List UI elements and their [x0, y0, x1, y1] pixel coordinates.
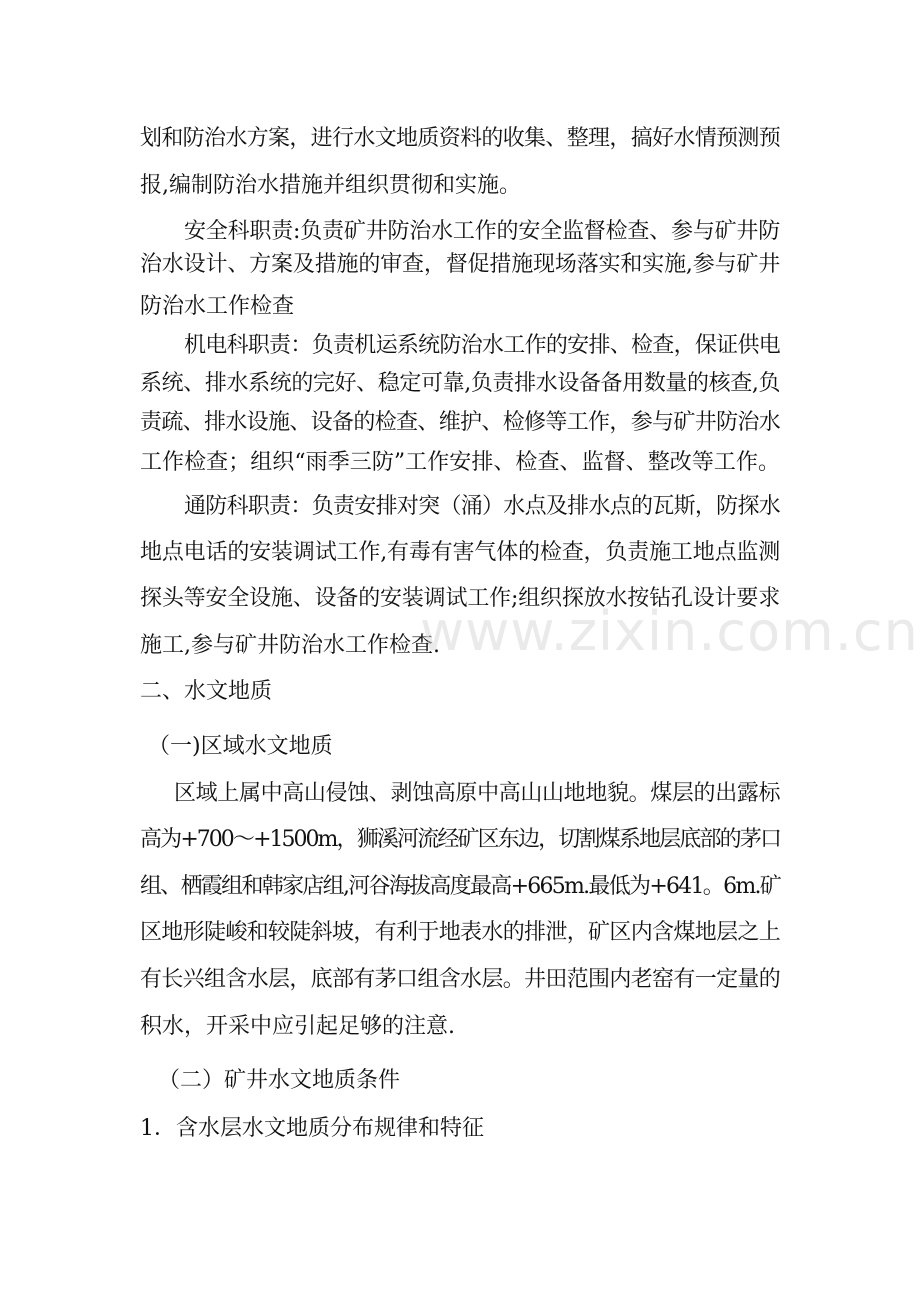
text-line: 系统、排水系统的完好、稳定可靠,负责排水设备备用数量的核查,负 — [140, 371, 780, 396]
text-line: 区地形陡峻和较陡斜坡，有利于地表水的排泄，矿区内含煤地层之上 — [140, 920, 780, 945]
text-line: 探头等安全设施、设备的安装调试工作;组织探放水按钻孔设计要求 — [140, 586, 780, 611]
text-line: 工作检查；组织“雨季三防”工作安排、检查、监督、整改等工作。 — [140, 450, 780, 475]
text-line: 通防科职责：负责安排对突（涌）水点及排水点的瓦斯，防探水 — [184, 494, 780, 519]
subsection-heading: （二）矿井水文地质条件 — [158, 1068, 401, 1093]
numbered-heading: 1．含水层水文地质分布规律和特征 — [140, 1116, 484, 1141]
text-line: 积水，开采中应引起足够的注意. — [140, 1014, 455, 1039]
text-line: 安全科职责:负责矿井防治水工作的安全监督检查、参与矿井防 — [184, 219, 780, 244]
text-line: 报,编制防治水措施并组织贯彻和实施。 — [140, 173, 521, 198]
subsection-heading: （一)区域水文地质 — [148, 734, 333, 759]
text-line: 施工,参与矿井防治水工作检查. — [140, 633, 440, 658]
section-heading: 二、水文地质 — [140, 679, 273, 704]
text-line: 组、栖霞组和韩家店组,河谷海拔高度最高+665m.最低为+641。6m.矿 — [140, 874, 780, 899]
text-line: 防治水工作检查 — [140, 294, 295, 319]
text-line: 机电科职责：负责机运系统防治水工作的安排、检查，保证供电 — [184, 333, 780, 358]
text-line: 地点电话的安装调试工作,有毒有害气体的检查，负责施工地点监测 — [140, 540, 780, 565]
watermark: www.zixin.com.cn — [420, 600, 919, 663]
text-line: 区域上属中高山侵蚀、剥蚀高原中高山山地地貌。煤层的出露标 — [174, 781, 780, 806]
text-line: 治水设计、方案及措施的审查，督促措施现场落实和实施,参与矿井 — [140, 252, 780, 277]
text-line: 有长兴组含水层，底部有茅口组含水层。井田范围内老窑有一定量的 — [140, 967, 780, 992]
text-line: 高为+700～+1500m，狮溪河流经矿区东边，切割煤系地层底部的茅口 — [140, 827, 780, 852]
text-line: 责疏、排水设施、设备的检查、维护、检修等工作，参与矿井防治水 — [140, 410, 780, 435]
text-line: 划和防治水方案，进行水文地质资料的收集、整理，搞好水情预测预 — [140, 126, 780, 151]
